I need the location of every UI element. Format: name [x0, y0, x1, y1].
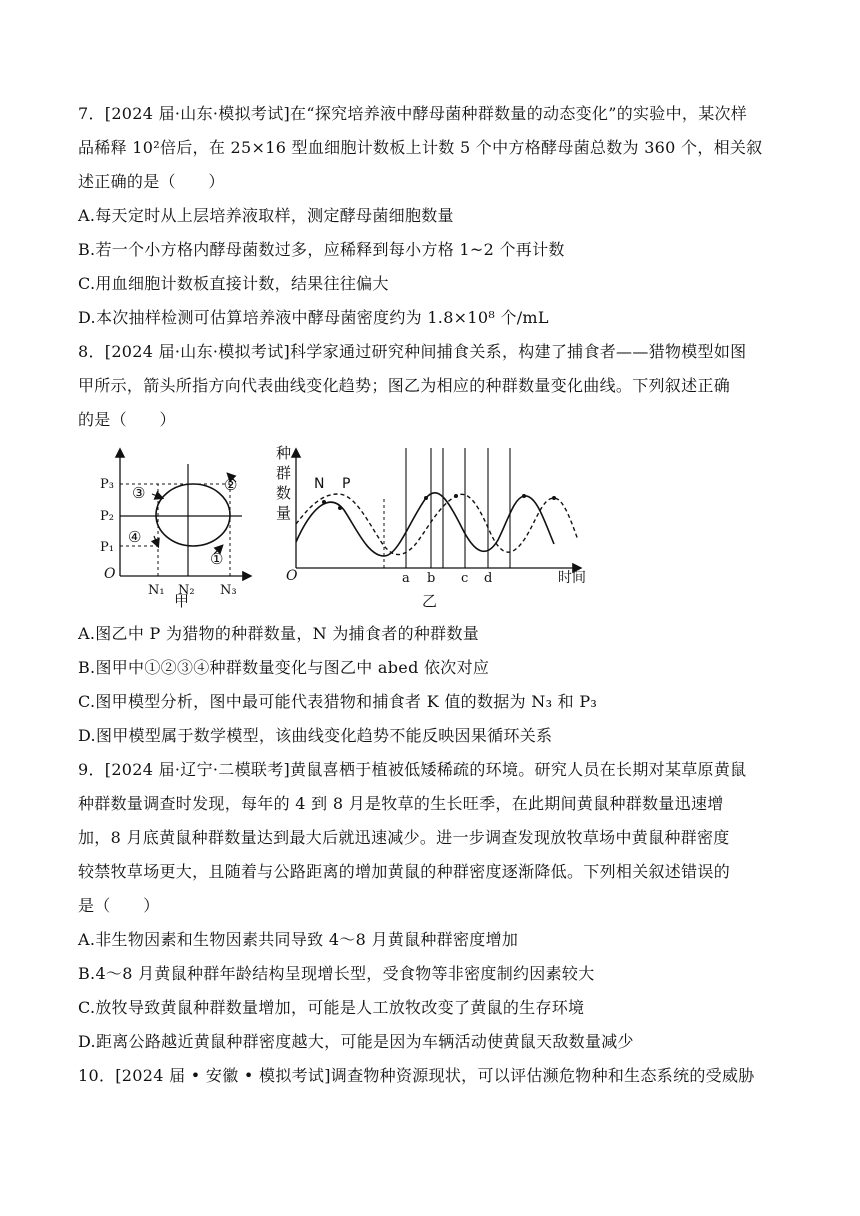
yi-ylabel-char-3: 数: [276, 484, 292, 502]
jia-label-n1: N₁: [148, 583, 165, 598]
q8-stem-line-2: 甲所示，箭头所指方向代表曲线变化趋势；图乙为相应的种群数量变化曲线。下列叙述正确: [78, 376, 731, 395]
jia-label-n3: N₃: [220, 583, 237, 598]
jia-label-p1: P₁: [100, 540, 114, 555]
jia-cycle: [156, 484, 230, 546]
yi-dot: [552, 496, 556, 500]
q8-option-a: A.图乙中 P 为猎物的种群数量，N 为捕食者的种群数量: [78, 624, 480, 643]
q7-stem-line-3: 述正确的是（ ）: [78, 172, 225, 191]
q9-stem-line-5: 是（ ）: [78, 896, 160, 915]
q7-stem-line-1: 7．[2024 届·山东·模拟考试]在“探究培养液中酵母菌种群数量的动态变化”的实验中，某次样: [78, 104, 748, 123]
jia-marker-2: ②: [224, 476, 238, 494]
yi-ylabel-char-2: 群: [276, 464, 292, 482]
yi-mark-a: a: [402, 571, 410, 586]
q8-option-b: B.图甲中①②③④种群数量变化与图乙中 abed 依次对应: [78, 658, 490, 677]
yi-dot: [454, 494, 458, 498]
jia-origin: O: [104, 566, 116, 582]
yi-mark-b: b: [427, 571, 436, 586]
q9-stem-line-3: 加，8 月底黄鼠种群数量达到最大后就迅速减少。进一步调查发现放牧草场中黄鼠种群密度: [78, 828, 730, 847]
yi-mark-c: c: [461, 571, 469, 586]
graph-jia: [100, 450, 250, 608]
yi-caption: 乙: [422, 592, 438, 608]
jia-label-p2: P₂: [100, 509, 114, 524]
q8-option-d: D.图甲模型属于数学模型，该曲线变化趋势不能反映因果循环关系: [78, 726, 553, 745]
yi-origin: O: [286, 568, 298, 584]
yi-dot: [338, 506, 342, 510]
q7-option-c: C.用血细胞计数板直接计数，结果往往偏大: [78, 274, 389, 293]
q9-option-d: D.距离公路越近黄鼠种群密度越大，可能是因为车辆活动使黄鼠天敌数量减少: [78, 1032, 634, 1051]
q7-option-d: D.本次抽样检测可估算培养液中酵母菌密度约为 1.8×10⁸ 个/mL: [78, 308, 549, 327]
q9-option-c: C.放牧导致黄鼠种群数量增加，可能是人工放牧改变了黄鼠的生存环境: [78, 998, 585, 1017]
figure-svg: [92, 436, 612, 608]
jia-label-n2: N₂: [178, 583, 195, 598]
jia-caption: 甲: [174, 592, 190, 608]
jia-label-p3: P₃: [100, 477, 114, 492]
q7-option-a: A.每天定时从上层培养液取样，测定酵母菌细胞数量: [78, 206, 454, 225]
yi-dot: [322, 500, 326, 504]
q8-stem-line-1: 8．[2024 届·山东·模拟考试]科学家通过研究种间捕食关系，构建了捕食者——猎物模型如图: [78, 342, 747, 361]
yi-solid-curve: [296, 493, 554, 556]
predator-prey-figure: [92, 436, 612, 608]
jia-marker-3: ③: [132, 484, 146, 502]
q9-stem-line-2: 种群数量调查时发现，每年的 4 到 8 月是牧草的生长旺季，在此期间黄鼠种群数量迅速增: [78, 794, 724, 813]
jia-arrow-3: [152, 494, 162, 498]
q7-stem-line-2: 品稀释 10²倍后，在 25×16 型血细胞计数板上计数 5 个中方格酵母菌总数为 360 个，相关叙: [78, 138, 763, 157]
yi-dot: [424, 496, 428, 500]
yi-mark-d: d: [484, 571, 493, 586]
q8-option-c: C.图甲模型分析，图中最可能代表猎物和捕食者 K 值的数据为 N₃ 和 P₃: [78, 692, 598, 711]
yi-ylabel-char-4: 量: [276, 504, 292, 522]
yi-series-p: P: [342, 476, 351, 492]
q8-stem-line-3: 的是（ ）: [78, 410, 176, 429]
yi-series-n: N: [314, 476, 325, 492]
yi-x-axis-label: 时间: [558, 570, 586, 586]
yi-dot: [522, 494, 526, 498]
q9-stem-line-1: 9．[2024 届·辽宁·二模联考]黄鼠喜栖于植被低矮稀疏的环境。研究人员在长期对某草原黄鼠: [78, 760, 747, 779]
q7-option-b: B.若一个小方格内酵母菌数过多，应稀释到每小方格 1~2 个再计数: [78, 240, 565, 259]
graph-yi: [276, 444, 586, 608]
q10-stem-line-1: 10．[2024 届 • 安徽 • 模拟考试]调查物种资源现状，可以评估濒危物种和生态系统的受威胁: [78, 1066, 755, 1085]
yi-ylabel-char-1: 种: [276, 444, 292, 462]
jia-marker-4: ④: [128, 528, 142, 546]
q9-stem-line-4: 较禁牧草场更大，且随着与公路距离的增加黄鼠的种群密度逐渐降低。下列相关叙述错误的: [78, 862, 731, 881]
q9-option-a: A.非生物因素和生物因素共同导致 4～8 月黄鼠种群密度增加: [78, 930, 519, 949]
jia-arrow-4: [154, 536, 158, 546]
q9-option-b: B.4～8 月黄鼠种群年龄结构呈现增长型，受食物等非密度制约因素较大: [78, 964, 595, 983]
jia-marker-1: ①: [210, 550, 224, 568]
